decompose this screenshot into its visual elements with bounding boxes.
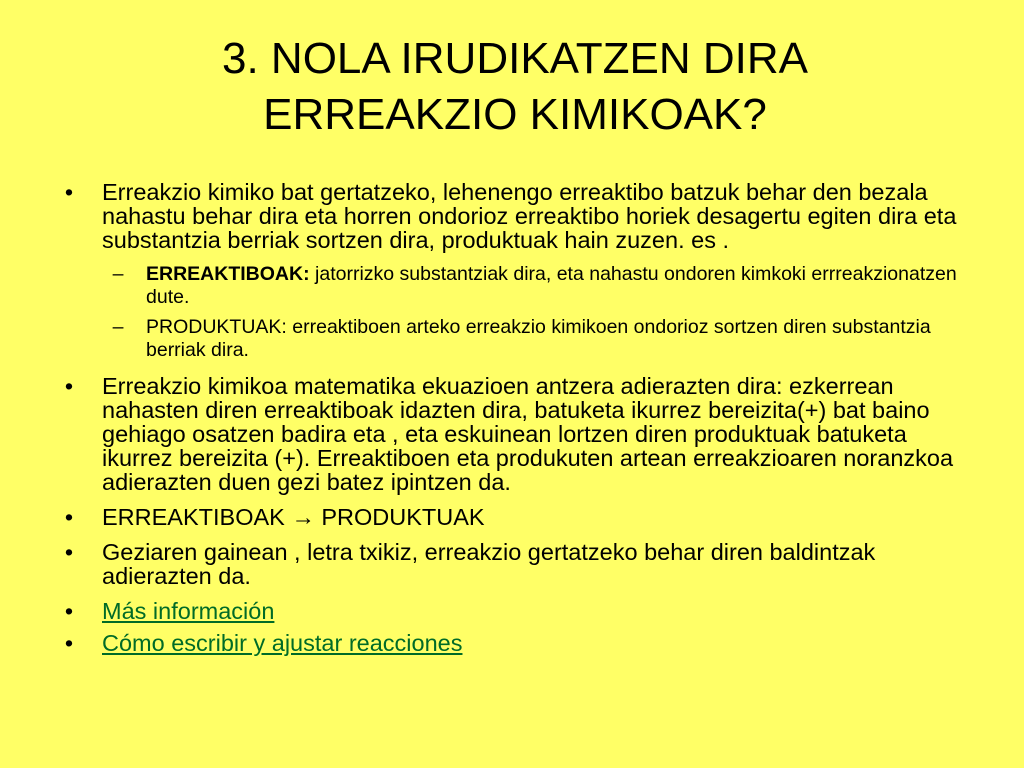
- dash-icon: –: [112, 263, 124, 285]
- bullet-icon: •: [64, 598, 74, 624]
- bullet-icon: •: [64, 373, 74, 399]
- slide-body: [0, 180, 1024, 663]
- bullet-text: Geziaren gainean , letra txikiz, erreakzio gertatzeko behar diren baldintzak adierazten da.: [102, 539, 876, 589]
- sub-bullet-item-products: [112, 316, 966, 362]
- slide-title-line-2: ERREAKZIO KIMIKOAK?: [263, 90, 767, 139]
- reactants-definition: jatorrizko substantziak dira, eta nahastu ondoren kimkoki errreakzionatzen dute.: [146, 263, 957, 308]
- bullet-text: Erreakzio kimiko bat gertatzeko, lehenengo erreaktibo batzuk behar den bezala nahastu behar dira eta horren ondorioz erreaktibo horiek desagertu egiten dira eta substantzia berriak sortzen dira, produktuak hain zuzen. es .: [102, 179, 957, 253]
- bullet-item-reaction-intro: [64, 179, 968, 253]
- bullet-icon: •: [64, 504, 74, 530]
- sub-bullet-item-reactants: [112, 263, 966, 309]
- more-info-link[interactable]: Más información: [102, 598, 275, 624]
- bullet-item-more-info: [64, 598, 968, 624]
- bullet-item-equation-notation: [64, 373, 968, 495]
- reactants-term: ERREAKTIBOAK:: [146, 263, 310, 285]
- bullet-text: Erreakzio kimikoa matematika ekuazioen antzera adierazten dira: ezkerrean nahasten diren erreaktiboak idazten dira, batuketa ikurrez bereizita(+) bat baino gehiago osatzen badira eta , eta eskuinean lortzen diren produktuak batuketa ikurrez bereizita (+). Erreaktiboen eta produkuten artean erreakzioaren noranzkoa adierazten duen gezi batez ipintzen da.: [102, 373, 954, 495]
- bullet-text: ERREAKTIBOAK → PRODUKTUAK: [102, 504, 485, 530]
- bullet-icon: •: [64, 179, 74, 205]
- bullet-item-write-balance: [64, 630, 968, 656]
- bullet-item-conditions: [64, 539, 968, 589]
- bullet-icon: •: [64, 539, 74, 565]
- products-definition: PRODUKTUAK: erreaktiboen arteko erreakzio kimikoen ondorioz sortzen diren substantzia berriak dira.: [146, 316, 931, 361]
- dash-icon: –: [112, 316, 124, 338]
- slide-title: [120, 31, 910, 143]
- slide-title-line-1: 3. NOLA IRUDIKATZEN DIRA: [222, 34, 808, 83]
- write-balance-reactions-link[interactable]: Cómo escribir y ajustar reacciones: [102, 630, 463, 656]
- bullet-item-reaction-arrow: [64, 504, 968, 530]
- bullet-icon: •: [64, 630, 74, 656]
